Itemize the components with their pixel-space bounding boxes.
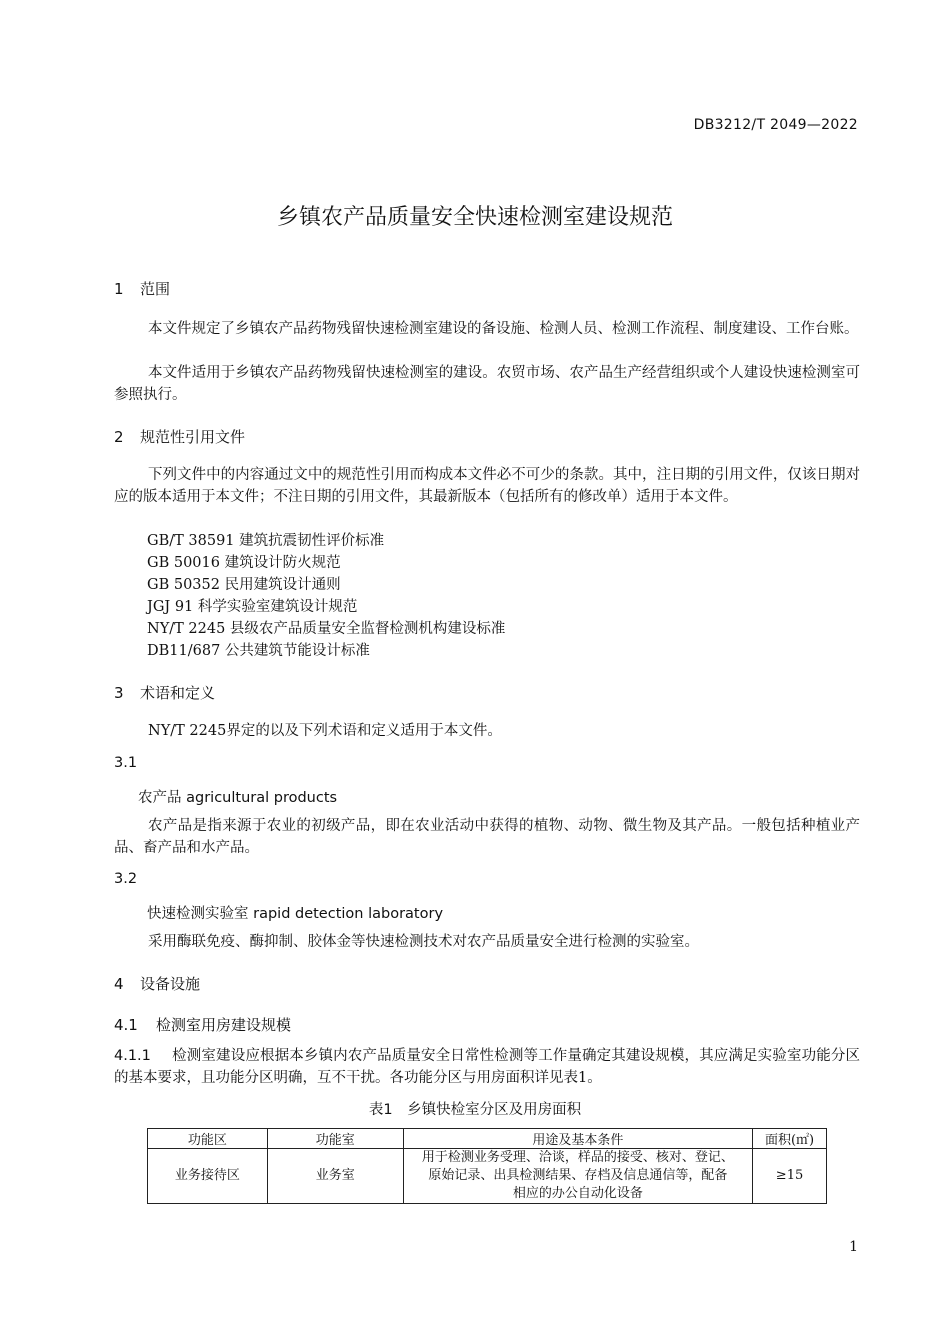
reference-item: NY/T 2245 县级农产品质量安全监督检测机构建设标准 bbox=[147, 621, 506, 637]
section-title: 设备设施 bbox=[140, 975, 201, 993]
description-line: 用于检测业务受理、洽谈，样品的接受、核对、登记、 bbox=[421, 1150, 734, 1165]
section-number: 3 bbox=[114, 684, 124, 702]
subsection-title: 检测室用房建设规模 bbox=[156, 1016, 292, 1034]
clause-number: 4.1.1 bbox=[114, 1048, 151, 1064]
column-header: 功能区 bbox=[148, 1129, 268, 1149]
term-3-1-definition: 农产品是指来源于农业的初级产品，即在农业活动中获得的植物、动物、微生物及其产品。一般包括种植业产品、畜产品和水产品。 bbox=[114, 818, 860, 856]
reference-item: GB 50352 民用建筑设计通则 bbox=[147, 577, 341, 593]
term-3-1-number: 3.1 bbox=[114, 755, 138, 771]
cell-area: ≥15 bbox=[753, 1149, 827, 1204]
reference-item: JGJ 91 科学实验室建筑设计规范 bbox=[147, 599, 358, 615]
description-line: 相应的办公自动化设备 bbox=[512, 1186, 643, 1201]
term-3-2-title: 快速检测实验室 rapid detection laboratory bbox=[147, 906, 444, 922]
page-number: 1 bbox=[849, 1239, 858, 1255]
table-header-row bbox=[148, 1129, 827, 1149]
term-3-1-title: 农产品 agricultural products bbox=[138, 790, 338, 806]
section-title: 规范性引用文件 bbox=[140, 428, 246, 446]
reference-item: DB11/687 公共建筑节能设计标准 bbox=[147, 643, 370, 659]
term-3-2-number: 3.2 bbox=[114, 871, 138, 887]
term-3-2-definition: 采用酶联免疫、酶抑制、胶体金等快速检测技术对农产品质量安全进行检测的实验室。 bbox=[148, 934, 699, 950]
cell-description bbox=[403, 1149, 752, 1204]
section-number: 4 bbox=[114, 975, 124, 993]
clause-text: 检测室建设应根据本乡镇内农产品质量安全日常性检测等工作量确定其建设规模，其应满足实验室功能分区的基本要求，且功能分区明确，互不干扰。各功能分区与用房面积详见表1。 bbox=[114, 1048, 860, 1086]
section-number: 1 bbox=[114, 280, 124, 298]
section-title: 范围 bbox=[140, 280, 171, 298]
column-header: 用途及基本条件 bbox=[403, 1129, 752, 1149]
section-title: 术语和定义 bbox=[140, 684, 216, 702]
section-2-heading bbox=[114, 426, 245, 447]
references-intro-paragraph: 下列文件中的内容通过文中的规范性引用而构成本文件必不可少的条款。其中，注日期的引用文件，仅该日期对应的版本适用于本文件；不注日期的引用文件，其最新版本（包括所有的修改单）适用于本文件。 bbox=[114, 467, 860, 505]
reference-item: GB 50016 建筑设计防火规范 bbox=[147, 555, 341, 571]
document-title: 乡镇农产品质量安全快速检测室建设规范 bbox=[276, 205, 673, 230]
section-1-heading bbox=[114, 278, 170, 299]
section-3-heading bbox=[114, 682, 215, 703]
column-header: 功能室 bbox=[267, 1129, 403, 1149]
zoning-area-table bbox=[147, 1128, 827, 1204]
cell-room: 业务室 bbox=[267, 1149, 403, 1204]
table-caption: 表1 乡镇快检室分区及用房面积 bbox=[368, 1102, 582, 1118]
section-number: 2 bbox=[114, 428, 124, 446]
scope-paragraph-1: 本文件规定了乡镇农产品药物残留快速检测室建设的备设施、检测人员、检测工作流程、制度建设、工作台账。 bbox=[148, 321, 859, 337]
document-code: DB3212/T 2049—2022 bbox=[693, 117, 858, 133]
scope-paragraph-2: 本文件适用于乡镇农产品药物残留快速检测室的建设。农贸市场、农产品生产经营组织或个人建设快速检测室可参照执行。 bbox=[114, 365, 860, 403]
section-4-heading bbox=[114, 973, 200, 994]
clause-4-1-1 bbox=[114, 1045, 860, 1089]
table-row bbox=[148, 1149, 827, 1204]
section-4-1-heading bbox=[114, 1014, 291, 1035]
cell-zone: 业务接待区 bbox=[148, 1149, 268, 1204]
reference-item: GB/T 38591 建筑抗震韧性评价标准 bbox=[147, 533, 385, 549]
description-line: 原始记录、出具检测结果、存档及信息通信等，配备 bbox=[428, 1168, 728, 1183]
subsection-number: 4.1 bbox=[114, 1016, 138, 1034]
terms-intro-paragraph: NY/T 2245界定的以及下列术语和定义适用于本文件。 bbox=[148, 723, 502, 739]
column-header: 面积(㎡) bbox=[753, 1129, 827, 1149]
